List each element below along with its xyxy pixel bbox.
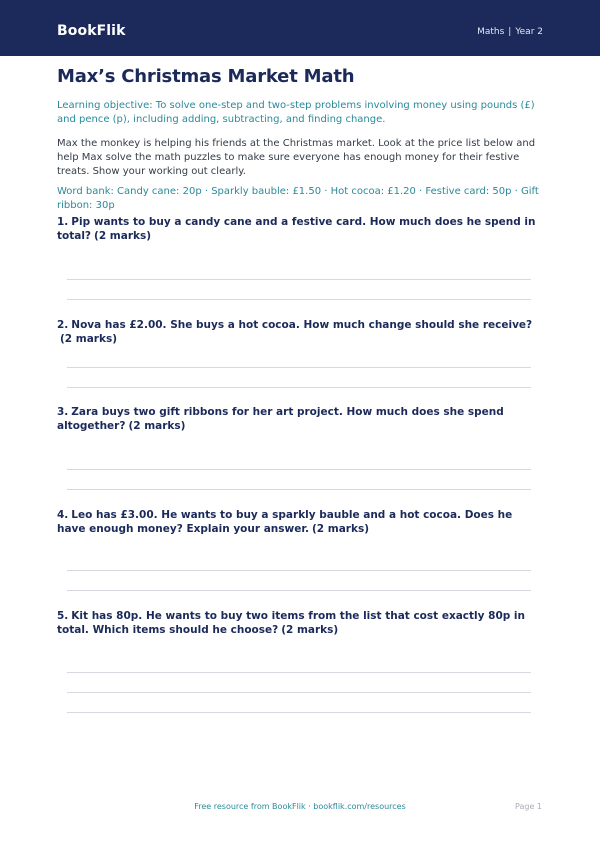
word-bank: Word bank: Candy cane: 20p · Sparkly bauble: £1.50 · Hot cocoa: £1.20 · Festive card: 50p · Gift ribbon: 30p [57,186,539,211]
answer-line[interactable] [67,299,531,300]
intro-text: Max the monkey is helping his friends at the Christmas market. Look at the price list below and help Max solve the math puzzles to make sure everyone has enough money for their festive treats. Show your working out clearly. [57,138,536,177]
answer-line[interactable] [67,279,531,280]
answer-line[interactable] [67,570,531,571]
question-number: 4. [57,509,69,521]
question-marks: (2 marks) [128,420,186,432]
subject-label: Maths [477,27,505,37]
question-5 [57,609,543,637]
learning-objective: Learning objective: To solve one-step and two-step problems involving money using pounds (£) and pence (p), including adding, subtracting, and finding change. [57,100,535,125]
question-3 [57,405,543,433]
question-text [57,215,543,243]
answer-line[interactable] [67,692,531,693]
question-number: 3. [57,406,69,418]
question-body: Pip wants to buy a candy cane and a festive card. How much does he spend in total? [57,216,536,242]
answer-line[interactable] [67,590,531,591]
header-bar [0,0,600,56]
question-body: Kit has 80p. He wants to buy two items from the list that cost exactly 80p in total. Which items should he choose? [57,610,525,636]
question-marks: (2 marks) [60,333,117,345]
question-number: 1. [57,216,69,228]
question-text [57,405,543,433]
answer-line[interactable] [67,367,531,368]
question-body: Leo has £3.00. He wants to buy a sparkly bauble and a hot cocoa. Does he have enough money? Explain your answer. [57,509,513,535]
question-text [57,318,543,346]
question-marks: (2 marks) [94,230,152,242]
page-number: Page 1 [515,802,542,811]
answer-line[interactable] [67,387,531,388]
answer-line[interactable] [67,469,531,470]
footer-source[interactable]: Free resource from BookFlik · bookflik.com/resources [194,802,406,811]
question-text [57,508,543,536]
question-text [57,609,543,637]
answer-line[interactable] [67,489,531,490]
question-body: Nova has £2.00. She buys a hot cocoa. How much change should she receive? [71,319,533,331]
question-body: Zara buys two gift ribbons for her art project. How much does she spend altogether? [57,406,504,432]
year-label: Year 2 [515,27,543,37]
question-marks: (2 marks) [281,624,339,636]
question-number: 5. [57,610,69,622]
question-2 [57,318,543,346]
brand-logo[interactable]: BookFlik [57,23,126,39]
question-4 [57,508,543,536]
subject-year-label [477,27,543,37]
answer-line[interactable] [67,672,531,673]
question-marks: (2 marks) [312,523,369,535]
question-1 [57,215,543,243]
question-number: 2. [57,319,69,331]
answer-line[interactable] [67,712,531,713]
header-separator: | [508,27,512,37]
worksheet-title: Max’s Christmas Market Math [57,66,355,87]
